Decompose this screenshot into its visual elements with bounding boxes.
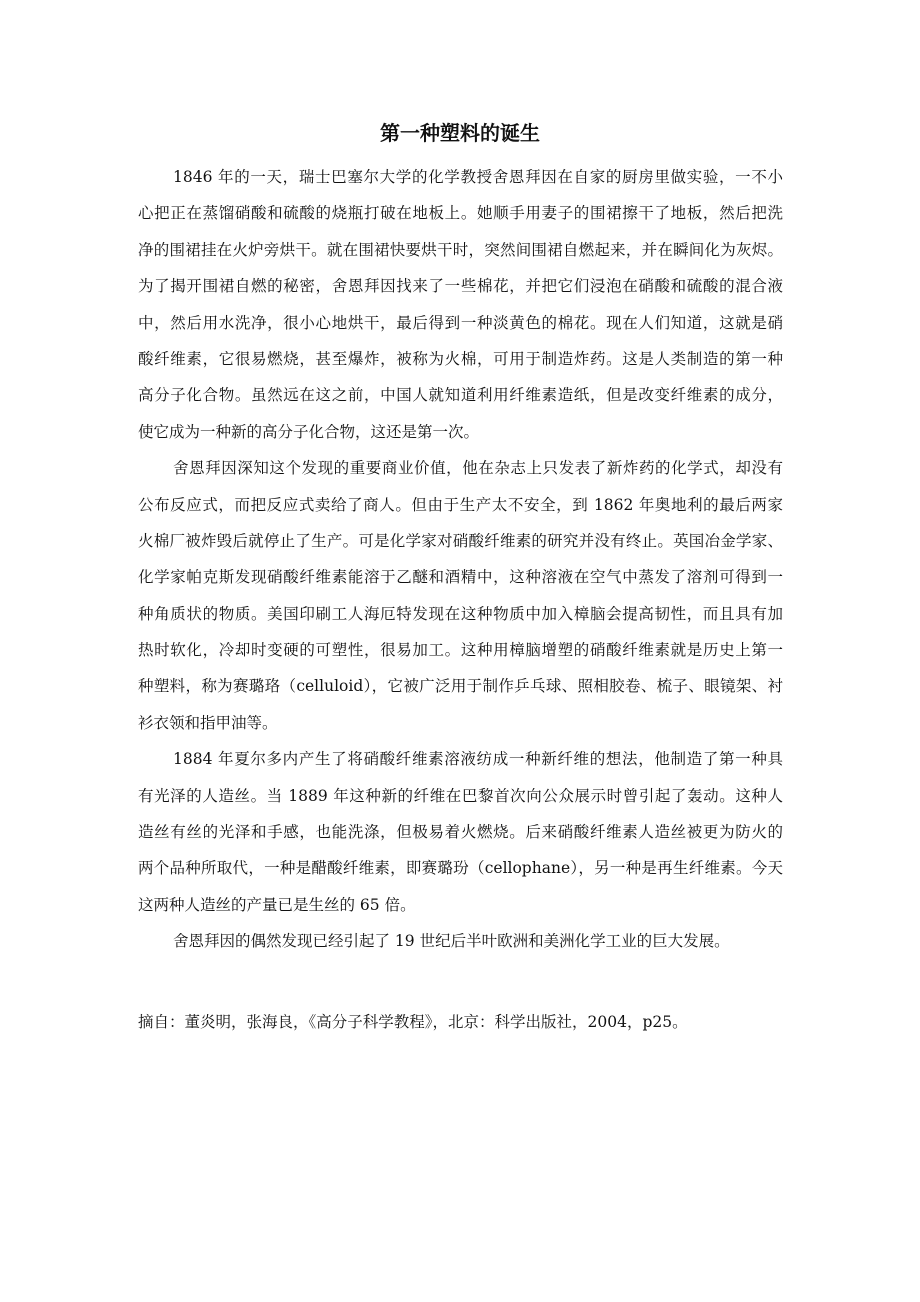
text-line: 公布反应式，而把反应式卖给了商人。但由于生产太不安全，到 1862 年奥地利的最后两家 xyxy=(138,495,783,514)
paragraph xyxy=(138,450,783,741)
paragraph xyxy=(138,923,783,959)
paragraph xyxy=(138,741,783,923)
text-line: 舍恩拜因的偶然发现已经引起了 19 世纪后半叶欧洲和美洲化学工业的巨大发展。 xyxy=(173,932,730,951)
text-line: 舍恩拜因深知这个发现的重要商业价值，他在杂志上只发表了新炸药的化学式，却没有 xyxy=(173,459,783,478)
text-line: 中，然后用水洗净，很小心地烘干，最后得到一种淡黄色的棉花。现在人们知道，这就是硝 xyxy=(138,313,783,332)
document-body xyxy=(138,159,783,960)
text-line: 1884 年夏尔多内产生了将硝酸纤维素溶液纺成一种新纤维的想法，他制造了第一种具 xyxy=(173,750,783,769)
text-line: 有光泽的人造丝。当 1889 年这种新的纤维在巴黎首次向公众展示时曾引起了轰动。这种人 xyxy=(138,786,783,805)
text-line: 种角质状的物质。美国印刷工人海厄特发现在这种物质中加入樟脑会提高韧性，而且具有加 xyxy=(138,604,783,623)
text-line: 高分子化合物。虽然远在这之前，中国人就知道利用纤维素造纸，但是改变纤维素的成分， xyxy=(138,386,783,405)
text-line: 1846 年的一天，瑞士巴塞尔大学的化学教授舍恩拜因在自家的厨房里做实验，一不小 xyxy=(173,168,783,186)
text-line: 使它成为一种新的高分子化合物，这还是第一次。 xyxy=(138,422,480,441)
text-line: 为了揭开围裙自燃的秘密，舍恩拜因找来了一些棉花，并把它们浸泡在硝酸和硫酸的混合液 xyxy=(138,277,783,296)
text-line: 心把正在蒸馏硝酸和硫酸的烧瓶打破在地板上。她顺手用妻子的围裙擦干了地板，然后把洗 xyxy=(138,204,783,223)
text-line: 这两种人造丝的产量已是生丝的 65 倍。 xyxy=(138,895,416,914)
text-line: 种塑料，称为赛璐珞（celluloid），它被广泛用于制作乒乓球、照相胶卷、梳子、眼镜架、衬 xyxy=(138,677,783,696)
text-line: 造丝有丝的光泽和手感，也能洗涤，但极易着火燃烧。后来硝酸纤维素人造丝被更为防火的 xyxy=(138,823,783,842)
text-line: 两个品种所取代，一种是醋酸纤维素，即赛璐玢（cellophane），另一种是再生纤维素。今天 xyxy=(138,859,783,878)
text-line: 净的围裙挂在火炉旁烘干。就在围裙快要烘干时，突然间围裙自燃起来，并在瞬间化为灰烬。 xyxy=(138,240,783,259)
citation: 摘自：董炎明，张海良，《高分子科学教程》，北京：科学出版社，2004，p25。 xyxy=(138,1013,688,1031)
document-title: 第一种塑料的诞生 xyxy=(380,121,540,145)
text-line: 热时软化，冷却时变硬的可塑性，很易加工。这种用樟脑增塑的硝酸纤维素就是历史上第一 xyxy=(138,641,783,660)
text-line: 衫衣领和指甲油等。 xyxy=(138,713,278,732)
paragraph xyxy=(138,159,783,450)
text-line: 火棉厂被炸毁后就停止了生产。可是化学家对硝酸纤维素的研究并没有终止。英国冶金学家、 xyxy=(138,531,783,550)
text-line: 化学家帕克斯发现硝酸纤维素能溶于乙醚和酒精中，这种溶液在空气中蒸发了溶剂可得到一 xyxy=(138,568,783,587)
text-line: 酸纤维素，它很易燃烧，甚至爆炸，被称为火棉，可用于制造炸药。这是人类制造的第一种 xyxy=(138,349,783,368)
